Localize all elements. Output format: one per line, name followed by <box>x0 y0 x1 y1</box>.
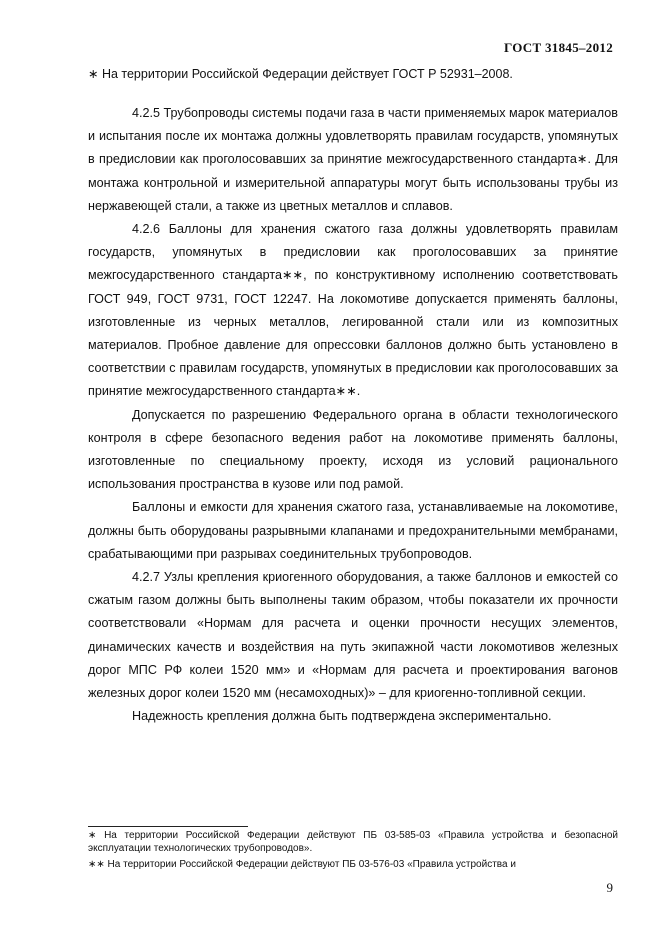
paragraph-4-2-5: 4.2.5 Трубопроводы системы подачи газа в части применяемых марок материалов и испытания после их монтажа должны удовлетворять правилам государств, упомянутых в предисловии как проголосовавших за принятие межгосударственного стандарта∗. Для монтажа контрольной и измерительной аппаратуры могут быть использованы трубы из нержавеющей стали, а также из цветных металлов и сплавов. <box>88 106 618 213</box>
paragraph-4-2-7: 4.2.7 Узлы крепления криогенного оборудования, а также баллонов и емкостей со сжатым газом должны быть выполнены таким образом, чтобы показатели их прочности соответствовали «Нормам для расчета и оценки прочности несущих элементов, динамических качеств и воздействия на путь экипажной части локомотивов железных дорог МПС РФ колеи 1520 мм» и «Нормам для расчета и проектирования вагонов железных дорог колеи 1520 мм (несамоходных)» – для криогенно-топливной секции. <box>88 570 618 701</box>
footnote-divider <box>88 826 248 827</box>
page-number: 9 <box>606 880 613 895</box>
standard-header: ГОСТ 31845–2012 <box>503 40 613 55</box>
paragraph-reliability: Надежность крепления должна быть подтверждена экспериментально. <box>132 709 552 724</box>
paragraph-4-2-6: 4.2.6 Баллоны для хранения сжатого газа должны удовлетворять правилам государств, упомянутых в предисловии как проголосовавших за принятие межгосударственного стандарта∗∗, по конструктивному исполнению соответствовать ГОСТ 949, ГОСТ 9731, ГОСТ 12247. На локомотиве допускается применять баллоны, изготовленные из черных металлов, легированной стали или из композитных материалов. Пробное давление для опрессовки баллонов должно быть установлено в соответствии с правилам государств, упомянутых в предисловии как проголосовавших за принятие межгосударственного стандарта∗∗. <box>88 222 618 399</box>
footnote-1: ∗ На территории Российской Федерации действуют ПБ 03-585-03 «Правила устройства и безопасной эксплуатации технологических трубопроводов». <box>88 830 618 854</box>
paragraph-cylinders: Баллоны и емкости для хранения сжатого газа, устанавливаемые на локомотиве, должны быть оборудованы разрывными клапанами и предохранительными мембранами, срабатывающими при разрывах соединительных трубопроводов. <box>88 500 618 561</box>
top-footnote: ∗ На территории Российской Федерации действует ГОСТ Р 52931–2008. <box>88 67 513 81</box>
footnotes <box>88 830 618 876</box>
paragraph-permission: Допускается по разрешению Федерального органа в области технологического контроля в сфере безопасного ведения работ на локомотиве применять баллоны, изготовленные по специальному проекту, исходя из условий рационального использования пространства в кузове или под рамой. <box>88 407 618 492</box>
footnote-2: ∗∗ На территории Российской Федерации действуют ПБ 03-576-03 «Правила устройства и <box>88 859 516 870</box>
body-text <box>88 102 618 728</box>
